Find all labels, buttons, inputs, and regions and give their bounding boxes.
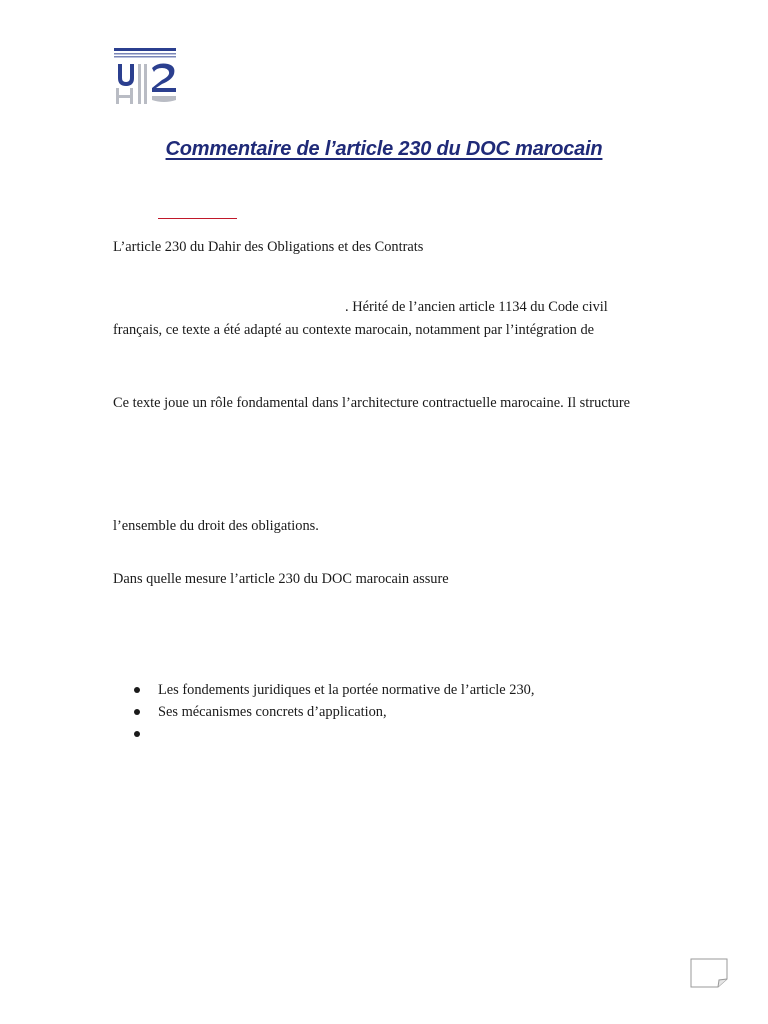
paragraph-line-1: L’article 230 du Dahir des Obligations et des Contrats — [113, 239, 424, 255]
list-item — [113, 724, 534, 746]
list-item-text: Les fondements juridiques et la portée normative de l’article 230, — [158, 682, 535, 698]
bullet-icon — [134, 731, 140, 737]
document-title: Commentaire de l’article 230 du DOC marocain — [165, 138, 603, 160]
university-logo — [112, 46, 180, 106]
heading-underline-rule — [158, 218, 237, 219]
bullet-icon — [134, 687, 140, 693]
bullet-icon — [134, 709, 140, 715]
list-item — [113, 702, 534, 724]
paragraph-line-4: Ce texte joue un rôle fondamental dans l’architecture contractuelle marocaine. Il structure — [113, 395, 631, 411]
list-item — [113, 680, 534, 702]
uh2-logo-icon — [112, 46, 180, 106]
paragraph-line-3: français, ce texte a été adapté au contexte marocain, notamment par l’intégration de — [113, 322, 595, 338]
paragraph-line-2: . Hérité de l’ancien article 1134 du Code civil — [345, 299, 608, 315]
plan-bullet-list — [113, 680, 534, 746]
list-item-text: Ses mécanismes concrets d’application, — [158, 704, 387, 720]
paragraph-line-5: l’ensemble du droit des obligations. — [113, 518, 319, 534]
page-fold-icon — [690, 958, 728, 988]
paragraph-line-6: Dans quelle mesure l’article 230 du DOC marocain assure — [113, 571, 449, 587]
